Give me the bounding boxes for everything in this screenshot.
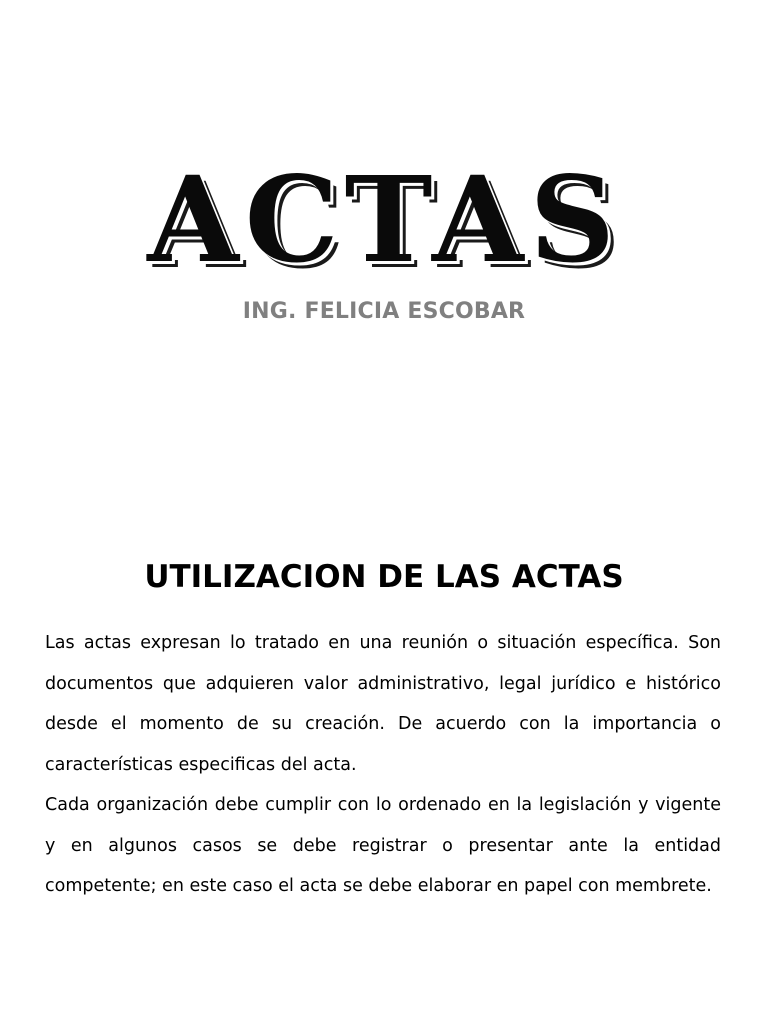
document-title: ACTAS	[147, 150, 621, 289]
section-body	[45, 623, 721, 907]
body-paragraph: Cada organización debe cumplir con lo ordenado en la legislación y vigente y en algunos casos se debe registrar o presentar ante la entidad competente; en este caso el acta se debe elaborar en papel con membrete.	[45, 795, 721, 896]
section-heading: UTILIZACION DE LAS ACTAS	[144, 559, 624, 595]
body-paragraph: Las actas expresan lo tratado en una reunión o situación específica. Son documentos que adquieren valor administrativo, legal jurídico e histórico desde el momento de su creación. De acuerdo con la importancia o características especificas del acta.	[45, 633, 721, 775]
author-name: ING. FELICIA ESCOBAR	[242, 299, 526, 324]
